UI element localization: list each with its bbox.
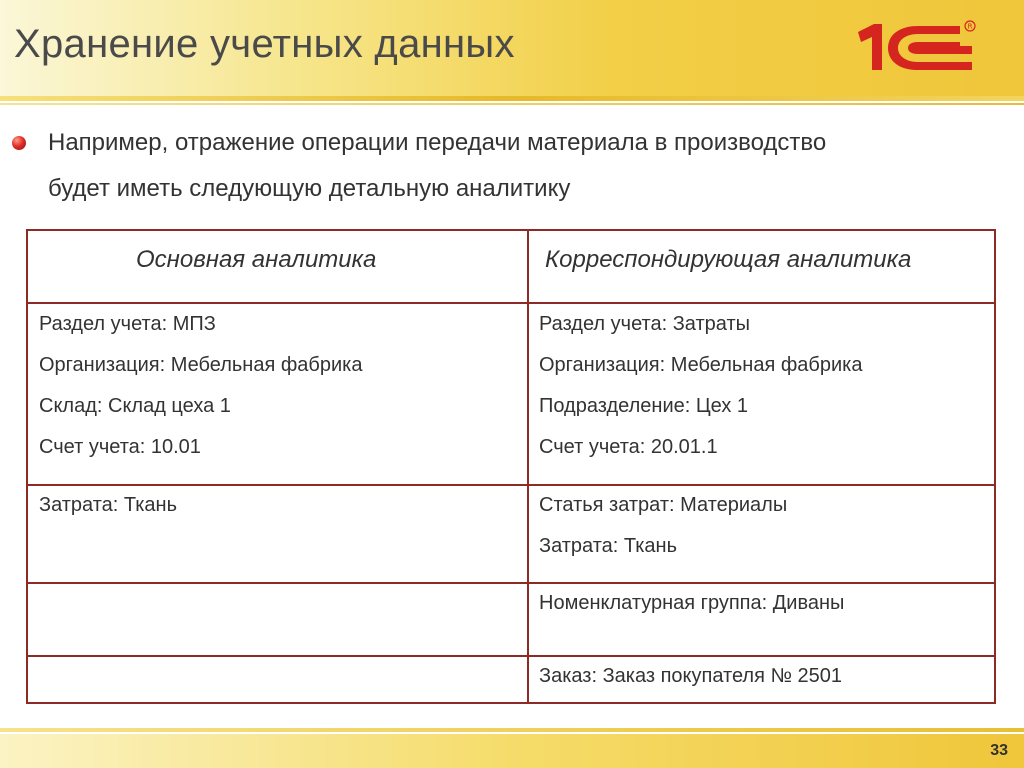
page-number: 33: [990, 742, 1008, 759]
1c-logo: [852, 18, 980, 78]
table-cell-main: [39, 485, 177, 526]
table-divider-vertical: [527, 229, 529, 704]
intro-line: Например, отражение операции передачи материала в производство: [48, 129, 827, 156]
page-title: Хранение учетных данных: [14, 22, 515, 66]
column-header-main: Основная аналитика: [136, 246, 377, 273]
header-stripe-thin: [0, 103, 1024, 105]
intro-text: [48, 120, 1008, 212]
table-cell-corresponding: [539, 656, 842, 697]
footer-stripe: [0, 728, 1024, 732]
cell-line: Раздел учета: МПЗ: [39, 313, 216, 335]
cell-line: Раздел учета: Затраты: [539, 313, 750, 335]
cell-line: Статья затрат: Материалы: [539, 494, 788, 516]
cell-line: Затрата: Ткань: [39, 494, 178, 516]
table-divider: [26, 655, 996, 657]
table-cell-corresponding: [539, 485, 787, 567]
header-stripe: [0, 96, 1024, 101]
table-cell-corresponding: [539, 304, 863, 468]
column-header-corresponding: Корреспондирующая аналитика: [545, 246, 912, 273]
cell-line: Заказ: Заказ покупателя № 2501: [539, 665, 842, 687]
cell-line: Счет учета: 20.01.1: [539, 436, 718, 458]
bullet-icon: [12, 136, 26, 150]
cell-line: Затрата: Ткань: [539, 535, 678, 557]
intro-line: будет иметь следующую детальную аналитику: [48, 175, 571, 202]
cell-line: Счет учета: 10.01: [39, 436, 201, 458]
footer-band: [0, 734, 1024, 768]
table-divider: [26, 582, 996, 584]
cell-line: Номенклатурная группа: Диваны: [539, 592, 845, 614]
cell-line: Организация: Мебельная фабрика: [39, 354, 363, 376]
svg-text:R: R: [967, 22, 973, 31]
cell-line: Склад: Склад цеха 1: [39, 395, 231, 417]
cell-line: Организация: Мебельная фабрика: [539, 354, 863, 376]
cell-line: Подразделение: Цех 1: [539, 395, 749, 417]
table-cell-corresponding: [539, 583, 844, 624]
table-cell-main: [39, 304, 363, 468]
